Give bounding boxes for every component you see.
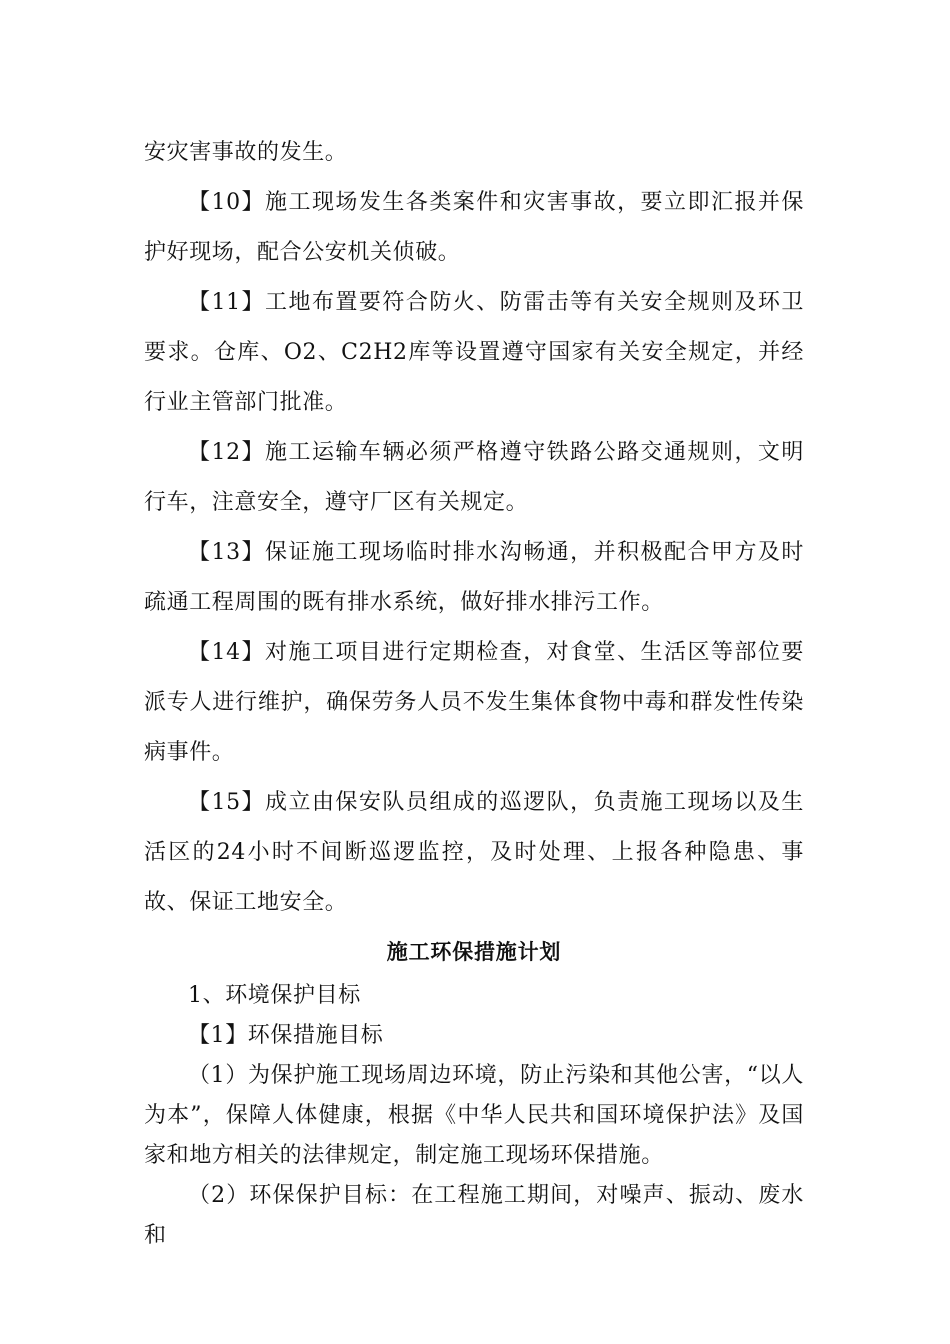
document-body xyxy=(144,128,804,1256)
subsection-paragraph-1: （1）为保护施工现场周边环境，防止污染和其他公害，“以人为本”，保障人体健康，根据《中华人民共和国环境保护法》及国家和地方相关的法律规定，制定施工现场环保措施。 xyxy=(144,1063,804,1168)
paragraph-item-14: 【14】对施工项目进行定期检查，对食堂、生活区等部位要派专人进行维护，确保劳务人员不发生集体食物中毒和群发性传染病事件。 xyxy=(144,640,804,765)
paragraph-continuation: 安灾害事故的发生。 xyxy=(144,140,348,165)
paragraph-item-12: 【12】施工运输车辆必须严格遵守铁路公路交通规则，文明行车，注意安全，遵守厂区有关规定。 xyxy=(144,440,804,515)
subsection-heading: 1、环境保护目标 xyxy=(188,983,361,1008)
paragraph-item-15: 【15】成立由保安队员组成的巡逻队，负责施工现场以及生活区的24小时不间断巡逻监控，及时处理、上报各种隐患、事故、保证工地安全。 xyxy=(144,790,804,915)
section-title: 施工环保措施计划 xyxy=(386,940,562,964)
subsection-paragraph-2: （2）环保保护目标：在工程施工期间，对噪声、振动、废水和 xyxy=(144,1183,804,1248)
paragraph-item-13: 【13】保证施工现场临时排水沟畅通，并积极配合甲方及时疏通工程周围的既有排水系统，做好排水排污工作。 xyxy=(144,540,804,615)
paragraph-item-10: 【10】施工现场发生各类案件和灾害事故，要立即汇报并保护好现场，配合公安机关侦破。 xyxy=(144,190,804,265)
paragraph-item-11: 【11】工地布置要符合防火、防雷击等有关安全规则及环卫要求。仓库、O2、C2H2库等设置遵守国家有关安全规定，并经行业主管部门批准。 xyxy=(144,290,804,415)
subsection-item-1: 【1】环保措施目标 xyxy=(188,1023,384,1048)
